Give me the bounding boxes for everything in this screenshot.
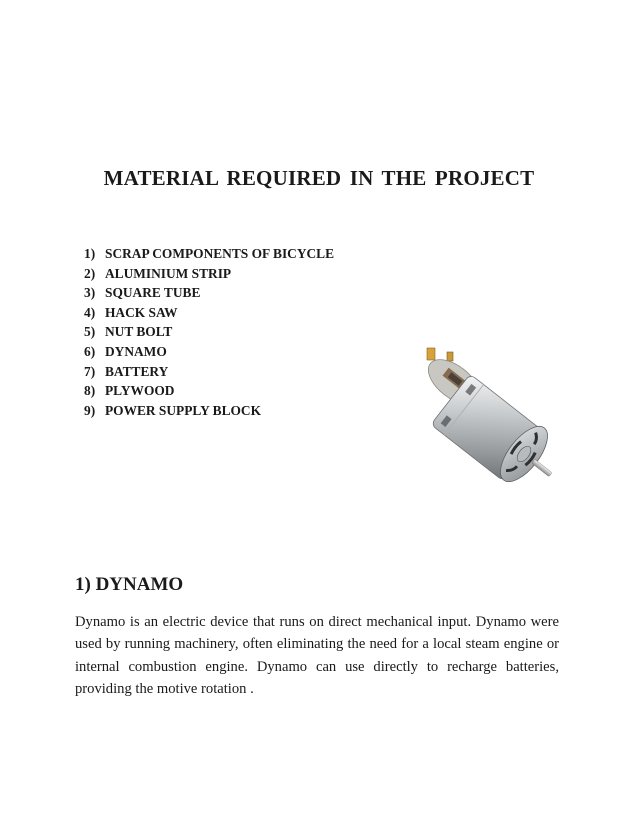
- list-item-number: 8): [84, 383, 96, 399]
- dc-motor-image: [396, 342, 566, 510]
- page-title: MATERIAL REQUIRED IN THE PROJECT: [103, 166, 535, 190]
- list-item-number: 2): [84, 265, 96, 281]
- section-paragraph: Dynamo is an electric device that runs on direct mechanical input. Dynamo were used by running machinery, often eliminating the need for a local steam engine or internal combustion engine. Dynamo can use directly to recharge batteries, providing the motive rotation .: [75, 614, 559, 697]
- list-item-number: 6): [84, 343, 96, 359]
- list-item-label: SCRAP COMPONENTS OF BICYCLE: [105, 246, 335, 261]
- list-item-number: 4): [84, 304, 96, 320]
- materials-list: [84, 244, 334, 420]
- list-item: [84, 322, 334, 342]
- list-item: [84, 264, 334, 284]
- list-item-label: DYNAMO: [105, 343, 167, 359]
- list-item-number: 5): [84, 324, 96, 340]
- list-item: [84, 342, 334, 362]
- terminal-shape: [427, 348, 435, 360]
- terminal-shape: [447, 352, 453, 361]
- list-item-number: 7): [84, 363, 96, 379]
- list-item: [84, 401, 334, 421]
- list-item-label: POWER SUPPLY BLOCK: [105, 402, 261, 418]
- section-heading: 1) DYNAMO: [75, 574, 184, 595]
- list-item-number: 9): [84, 402, 96, 418]
- list-item: [84, 303, 334, 323]
- list-item: [84, 244, 334, 264]
- list-item-number: 3): [84, 285, 96, 301]
- list-item-label: SQUARE TUBE: [105, 285, 201, 301]
- list-item-label: ALUMINIUM STRIP: [105, 265, 232, 281]
- list-item: [84, 283, 334, 303]
- list-item: [84, 362, 334, 382]
- motor-shaft: [532, 459, 552, 476]
- list-item-label: BATTERY: [105, 363, 169, 379]
- list-item: [84, 381, 334, 401]
- list-item-label: HACK SAW: [105, 304, 178, 320]
- list-item-label: NUT BOLT: [105, 324, 173, 340]
- list-item-number: 1): [84, 246, 96, 261]
- list-item-label: PLYWOOD: [105, 383, 175, 399]
